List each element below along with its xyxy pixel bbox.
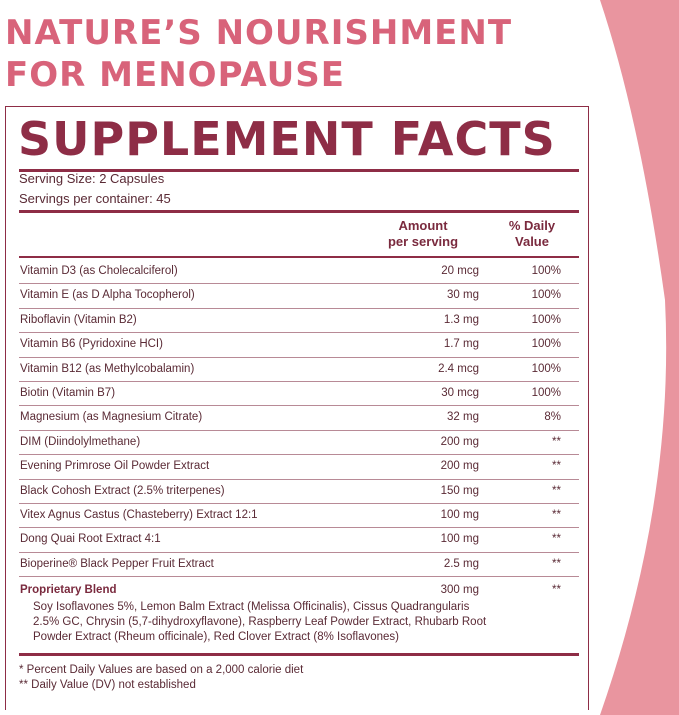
headline [5,12,595,96]
table-row: Vitamin B12 (as Methylcobalamin) 2.4 mcg 100% [19,358,579,382]
table-row: Riboflavin (Vitamin B2) 1.3 mg 100% [19,309,579,333]
facts-title: SUPPLEMENT FACTS [18,112,556,166]
supplement-facts-panel [5,106,589,710]
table-row: Vitamin E (as D Alpha Tocopherol) 30 mg 100% [19,284,579,308]
nutrient-table [19,260,579,577]
table-row: DIM (Diindolylmethane) 200 mg ** [19,431,579,455]
blend-line-1: Soy Isoflavones 5%, Lemon Balm Extract (Melissa Officinalis), Cissus Quadrangularis [33,601,470,613]
column-header-amount [368,218,478,250]
amount-header-line-2: per serving [387,234,459,249]
footnote-divider [19,653,579,656]
footnote-not-established: ** Daily Value (DV) not established [19,679,196,691]
table-row: Vitamin D3 (as Cholecalciferol) 20 mcg 100% [19,260,579,284]
serving-divider [19,210,579,213]
servings-per-container: Servings per container: 45 [19,191,171,206]
table-row: Magnesium (as Magnesium Citrate) 32 mg 8% [19,406,579,430]
headline-line-1: NATURE’S NOURISHMENT [5,13,513,53]
dv-header-line-1: % Daily [508,218,556,233]
proprietary-blend-name: Proprietary Blend [20,584,117,596]
table-row: Dong Quai Root Extract 4:1 100 mg ** [19,528,579,552]
amount-header-line-1: Amount [398,218,448,233]
header-divider [19,256,579,258]
proprietary-blend-amount: 300 mg [440,584,479,596]
table-row: Vitex Agnus Castus (Chasteberry) Extract 12:1 100 mg ** [19,504,579,528]
table-row: Vitamin B6 (Pyridoxine HCI) 1.7 mg 100% [19,333,579,357]
blend-line-3: Powder Extract (Rheum officinale), Red Clover Extract (8% Isoflavones) [33,631,400,643]
table-row: Biotin (Vitamin B7) 30 mcg 100% [19,382,579,406]
headline-line-2: FOR MENOPAUSE [5,55,345,95]
column-header-daily-value [491,218,573,250]
table-row: Bioperine® Black Pepper Fruit Extract 2.5 mg ** [19,553,579,577]
footnote-daily-value: * Percent Daily Values are based on a 2,000 calorie diet [19,664,304,676]
table-row: Black Cohosh Extract (2.5% triterpenes) 150 mg ** [19,480,579,504]
table-row: Evening Primrose Oil Powder Extract 200 mg ** [19,455,579,479]
proprietary-blend-dv: ** [552,584,561,596]
blend-line-2: 2.5% GC, Chrysin (5,7-dihydroxyflavone), Raspberry Leaf Powder Extract, Rhubarb Root [33,616,487,628]
dv-header-line-2: Value [515,234,549,249]
proprietary-blend-ingredients [33,600,553,645]
serving-size: Serving Size: 2 Capsules [19,171,165,186]
